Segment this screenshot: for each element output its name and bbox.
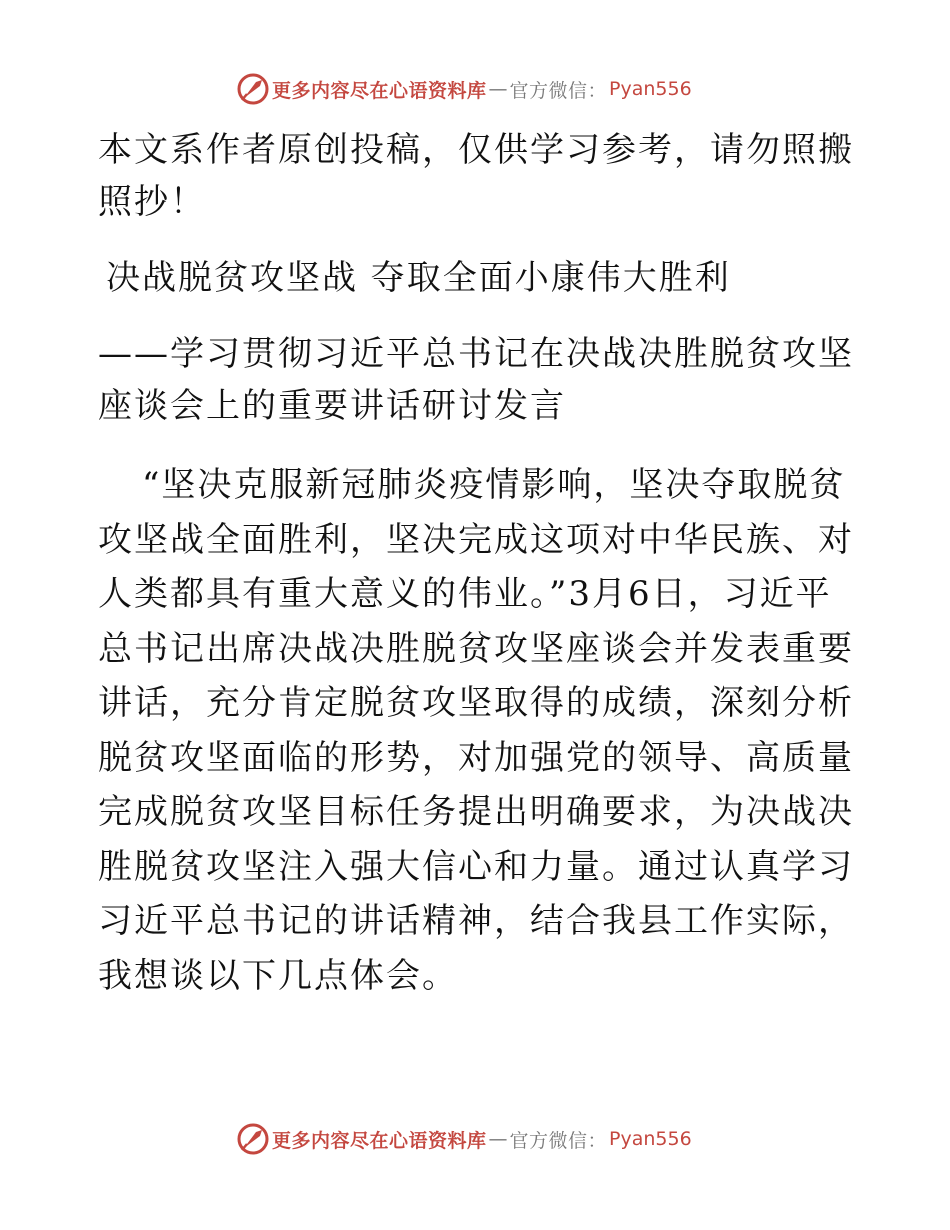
copyright-notice: 本文系作者原创投稿，仅供学习参考，请勿照搬照抄！ bbox=[98, 130, 854, 222]
watermark-separator: — bbox=[488, 78, 508, 100]
quill-pen-logo-icon bbox=[236, 1122, 270, 1156]
body-paragraph bbox=[98, 458, 858, 1003]
body-paragraph-text: “坚决克服新冠肺炎疫情影响，坚决夺取脱贫攻坚战全面胜利，坚决完成这项对中华民族、对人类都具有重大意义的伟业。”3月6日，习近平总书记出席决战决胜脱贫攻坚座谈会并发表重要讲话，充分肯定脱贫攻坚取得的成绩，深刻分析脱贫攻坚面临的形势，对加强党的领导、高质量完成脱贫攻坚目标任务提出明确要求，为决战决胜脱贫攻坚注入强大信心和力量。通过认真学习习近平总书记的讲话精神，结合我县工作实际，我想谈以下几点体会。 bbox=[98, 465, 854, 996]
document-subtitle: ——学习贯彻习近平总书记在决战决胜脱贫攻坚座谈会上的重要讲话研讨发言 bbox=[98, 334, 854, 426]
watermark-official-text: 官方微信： bbox=[509, 79, 608, 102]
watermark-separator: — bbox=[488, 1128, 508, 1150]
watermark-official-text: 官方微信： bbox=[509, 1129, 608, 1152]
watermark-promo-text: 更多内容尽在心语资料库 bbox=[272, 1129, 487, 1152]
watermark-wechat-id: Pyan556 bbox=[609, 1128, 692, 1150]
document-title: 决战脱贫攻坚战 夺取全面小康伟大胜利 bbox=[106, 258, 731, 298]
watermark-promo-text: 更多内容尽在心语资料库 bbox=[272, 79, 487, 102]
footer-watermark-banner bbox=[236, 1122, 692, 1156]
header-watermark-banner bbox=[236, 72, 692, 106]
quill-pen-logo-icon bbox=[236, 72, 270, 106]
watermark-wechat-id: Pyan556 bbox=[609, 78, 692, 100]
